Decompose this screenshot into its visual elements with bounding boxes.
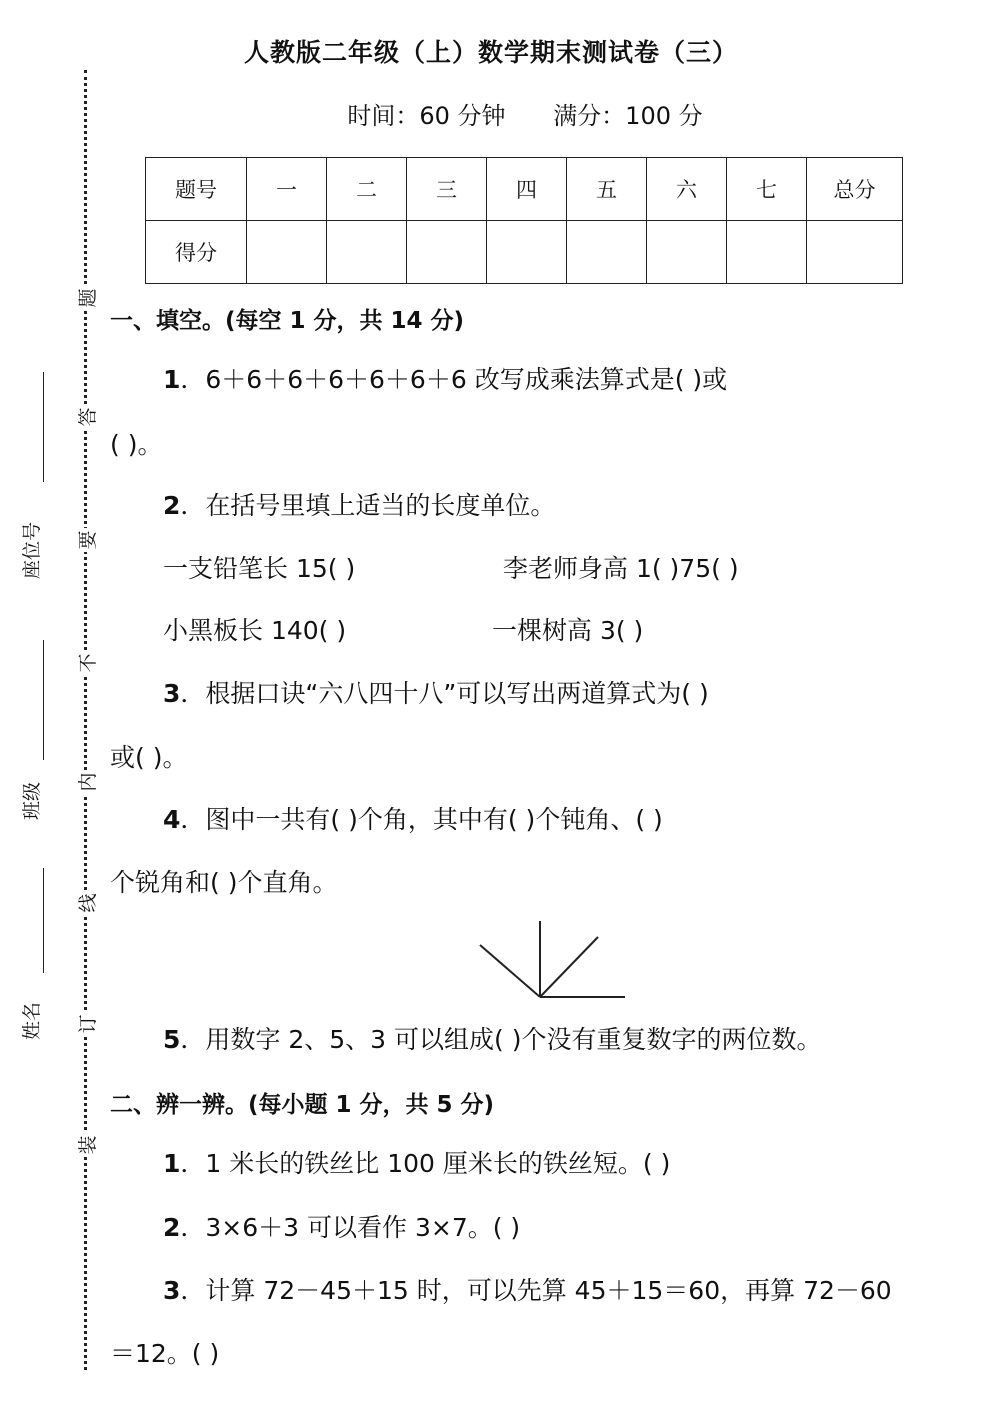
s1-q5-line1	[163, 1024, 821, 1056]
s1-q2-number: 2	[163, 491, 181, 520]
s1-q4-number: 4	[163, 805, 181, 834]
binding-margin	[0, 0, 110, 1409]
s2-q1-line1	[163, 1148, 670, 1180]
score-cell[interactable]	[487, 221, 567, 284]
s1-q4-text: ．图中一共有( )个角，其中有( )个钝角、( )	[180, 805, 663, 834]
s1-q3-line2: 或( )。	[110, 743, 188, 772]
s1-q5-number: 5	[163, 1025, 181, 1054]
seal-char-da: 答	[76, 405, 100, 429]
s1-q1-line1	[163, 364, 727, 396]
s2-q1-text: ．1 米长的铁丝比 100 厘米长的铁丝短。( )	[180, 1149, 671, 1178]
s2-q3-number: 3	[163, 1276, 181, 1305]
s2-q2-line1	[163, 1212, 520, 1244]
seal-char-yao: 要	[76, 528, 100, 552]
s2-q1-number: 1	[163, 1149, 181, 1178]
score-header-cell: 六	[647, 158, 727, 221]
score-cell[interactable]	[727, 221, 807, 284]
score-table-score-row	[146, 221, 903, 284]
s1-q2-line1	[163, 490, 555, 522]
score-cell[interactable]	[247, 221, 327, 284]
section1-heading: 一、填空。(每空 1 分，共 14 分)	[110, 308, 465, 334]
s1-q3-line1	[163, 678, 709, 710]
seal-char-ti: 题	[76, 286, 100, 310]
binding-dotted-line	[84, 70, 87, 1370]
name-line	[43, 868, 44, 973]
seat-number-line	[43, 372, 44, 482]
section2-heading: 二、辨一辨。(每小题 1 分，共 5 分)	[110, 1092, 495, 1118]
s1-q2-blackboard: 小黑板长 140( )	[163, 616, 347, 645]
score-cell-total[interactable]	[807, 221, 903, 284]
exam-time: 时间：60 分钟	[347, 102, 506, 130]
s1-q5-text: ．用数字 2、5、3 可以组成( )个没有重复数字的两位数。	[180, 1025, 822, 1054]
score-header-total: 总分	[807, 158, 903, 221]
score-header-label: 题号	[146, 158, 247, 221]
seal-char-bu: 不	[76, 651, 100, 675]
angle-figure	[470, 915, 630, 1005]
class-label: 班级	[21, 781, 43, 820]
s1-q4-line1	[163, 804, 663, 836]
s1-q4-line2: 个锐角和( )个直角。	[110, 868, 338, 897]
score-table	[145, 157, 903, 284]
s1-q2-teacher: 李老师身高 1( )75( )	[503, 554, 739, 583]
score-header-cell: 七	[727, 158, 807, 221]
s1-q2-pencil: 一支铅笔长 15( )	[163, 554, 356, 583]
s1-q2-text: ．在括号里填上适当的长度单位。	[180, 491, 556, 520]
seal-char-ding: 订	[76, 1012, 100, 1036]
s2-q3-text: ．计算 72－45＋15 时，可以先算 45＋15＝60，再算 72－60	[180, 1276, 892, 1305]
score-header-cell: 五	[567, 158, 647, 221]
s2-q2-text: ．3×6＋3 可以看作 3×7。( )	[180, 1213, 521, 1242]
s1-q3-text: ．根据口诀“六八四十八”可以写出两道算式为( )	[180, 679, 709, 708]
score-cell[interactable]	[647, 221, 727, 284]
class-line	[43, 640, 44, 760]
score-header-cell: 四	[487, 158, 567, 221]
score-header-cell: 二	[327, 158, 407, 221]
seal-char-xian: 线	[76, 891, 100, 915]
s2-q2-number: 2	[163, 1213, 181, 1242]
page-title: 人教版二年级（上）数学期末测试卷（三）	[243, 38, 738, 67]
s1-q1-line2: ( )。	[110, 430, 163, 459]
score-table-header-row	[146, 158, 903, 221]
exam-info	[0, 96, 982, 131]
s2-q3-line1	[163, 1275, 892, 1307]
name-label: 姓名	[21, 1001, 43, 1040]
exam-full-score: 满分：100 分	[553, 102, 703, 130]
angle-ray-left	[480, 945, 540, 997]
score-cell[interactable]	[567, 221, 647, 284]
s1-q1-text: ．6＋6＋6＋6＋6＋6＋6 改写成乘法算式是( )或	[180, 365, 728, 394]
score-header-cell: 三	[407, 158, 487, 221]
score-cell[interactable]	[407, 221, 487, 284]
seal-char-nei: 内	[76, 770, 100, 794]
s1-q2-tree: 一棵树高 3( )	[492, 616, 644, 645]
score-cell[interactable]	[327, 221, 407, 284]
score-header-cell: 一	[247, 158, 327, 221]
seat-number-label: 座位号	[21, 521, 43, 579]
s2-q3-line2: ＝12。( )	[110, 1339, 220, 1368]
s1-q1-number: 1	[163, 365, 181, 394]
angle-ray-right	[540, 937, 598, 997]
s1-q3-number: 3	[163, 679, 181, 708]
score-row-label: 得分	[146, 221, 247, 284]
seal-char-zhuang: 装	[76, 1133, 100, 1157]
